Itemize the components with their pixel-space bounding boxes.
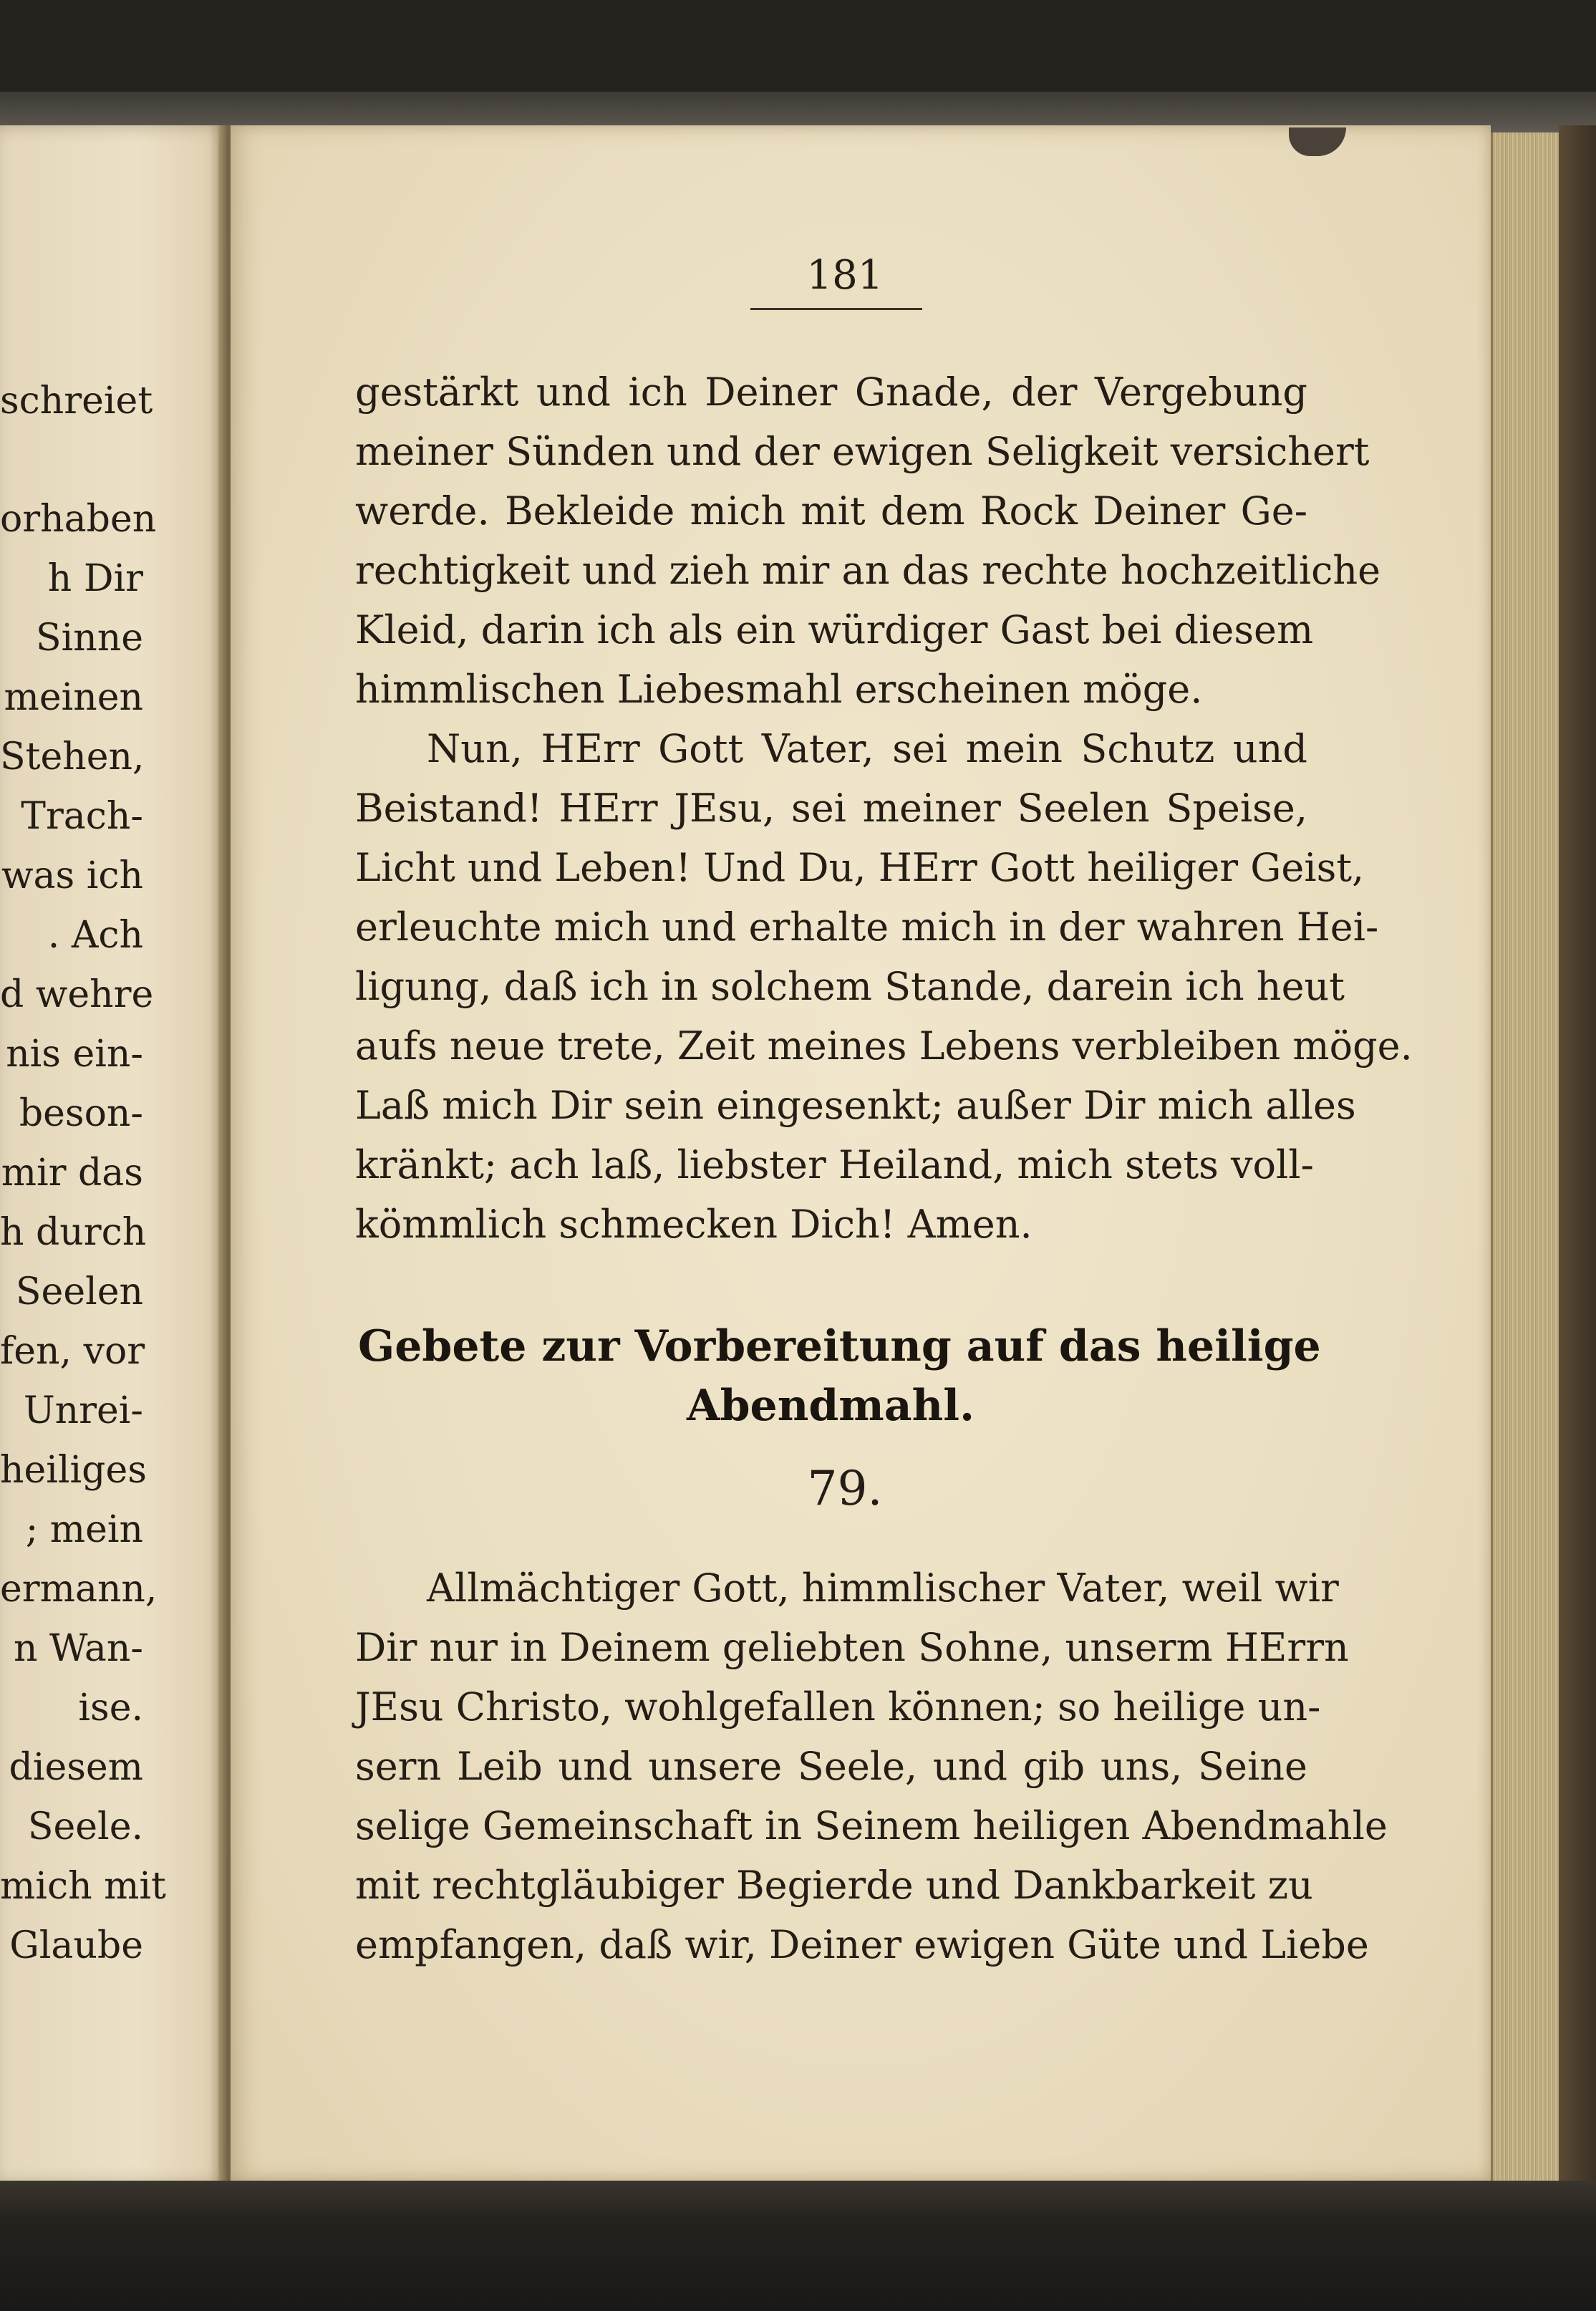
left-line: orhaben: [0, 498, 157, 541]
left-line: nis ein-: [6, 1033, 143, 1076]
left-line: Seele.: [27, 1805, 143, 1848]
left-line: Unrei-: [23, 1389, 143, 1432]
page-stack: [1491, 132, 1561, 2181]
left-line: n Wan-: [13, 1627, 143, 1670]
left-line: Trach-: [21, 795, 143, 838]
left-line: meinen: [4, 676, 143, 719]
text-line: JEsu Christo, wohlgefallen können; so heilige un-: [355, 1684, 1321, 1729]
text-line: rechtigkeit und zieh mir an das rechte hochzeitliche: [355, 548, 1381, 593]
left-line: ermann,: [0, 1568, 158, 1611]
text-line: sern Leib und unsere Seele, und gib uns, Seine: [355, 1744, 1307, 1789]
left-line: Seelen: [15, 1270, 143, 1313]
text-line: Kleid, darin ich als ein würdiger Gast bei diesem: [355, 607, 1314, 652]
prayer-number: 79.: [807, 1461, 883, 1516]
left-line: diesem: [9, 1746, 143, 1789]
text-line: ligung, daß ich in solchem Stande, darein ich heut: [355, 964, 1345, 1009]
left-line: d wehre: [0, 973, 154, 1016]
text-line: meiner Sünden und der ewigen Seligkeit versichert: [355, 429, 1370, 474]
left-line: mir das: [1, 1152, 143, 1195]
left-line: mich mit: [0, 1865, 166, 1908]
section-heading-cont: Abendmahl.: [687, 1381, 974, 1431]
left-line: was ich: [1, 854, 143, 897]
left-line: fen, vor: [0, 1330, 145, 1373]
left-line: Sinne: [35, 617, 143, 660]
text-line: Laß mich Dir sein eingesenkt; außer Dir mich alles: [355, 1083, 1356, 1128]
text-line: Allmächtiger Gott, himmlischer Vater, weil wir: [427, 1565, 1339, 1611]
book-cover: [1559, 125, 1596, 2202]
text-line: werde. Bekleide mich mit dem Rock Deiner Ge-: [355, 488, 1307, 534]
left-line: ; mein: [25, 1508, 143, 1551]
left-line: schreiet: [0, 380, 153, 423]
text-line: mit rechtgläubiger Begierde und Dankbarkeit zu: [355, 1863, 1313, 1908]
left-line: Stehen,: [0, 735, 145, 778]
left-line: ise.: [78, 1687, 143, 1729]
text-line: kömmlich schmecken Dich! Amen.: [355, 1202, 1032, 1247]
left-line: h durch: [0, 1211, 147, 1254]
text-line: Dir nur in Deinem geliebten Sohne, unserm HErrn: [355, 1625, 1349, 1670]
left-line: beson-: [19, 1092, 143, 1135]
text-line: aufs neue trete, Zeit meines Lebens verbleiben möge.: [355, 1023, 1413, 1068]
text-line: Licht und Leben! Und Du, HErr Gott heiliger Geist,: [355, 845, 1365, 890]
text-line: gestärkt und ich Deiner Gnade, der Vergebung: [355, 370, 1307, 415]
section-heading: Gebete zur Vorbereitung auf das heilige: [358, 1321, 1321, 1371]
left-line: h Dir: [47, 557, 143, 600]
text-line: himmlischen Liebesmahl erscheinen möge.: [355, 667, 1203, 712]
book-bottom-edge: [0, 2181, 1596, 2311]
text-line: Nun, HErr Gott Vater, sei mein Schutz und: [427, 726, 1307, 771]
text-line: Beistand! HErr JEsu, sei meiner Seelen Speise,: [355, 786, 1307, 831]
left-line: Glaube: [9, 1924, 143, 1967]
left-line: heiliges: [0, 1449, 147, 1492]
text-line: empfangen, daß wir, Deiner ewigen Güte und Liebe: [355, 1922, 1369, 1967]
text-line: selige Gemeinschaft in Seinem heiligen Abendmahle: [355, 1803, 1388, 1848]
left-line: . Ach: [47, 914, 143, 957]
text-line: erleuchte mich und erhalte mich in der wahren Hei-: [355, 904, 1379, 950]
page-number: 181: [806, 252, 884, 299]
header-rule: [750, 308, 922, 310]
text-line: kränkt; ach laß, liebster Heiland, mich stets voll-: [355, 1142, 1314, 1187]
